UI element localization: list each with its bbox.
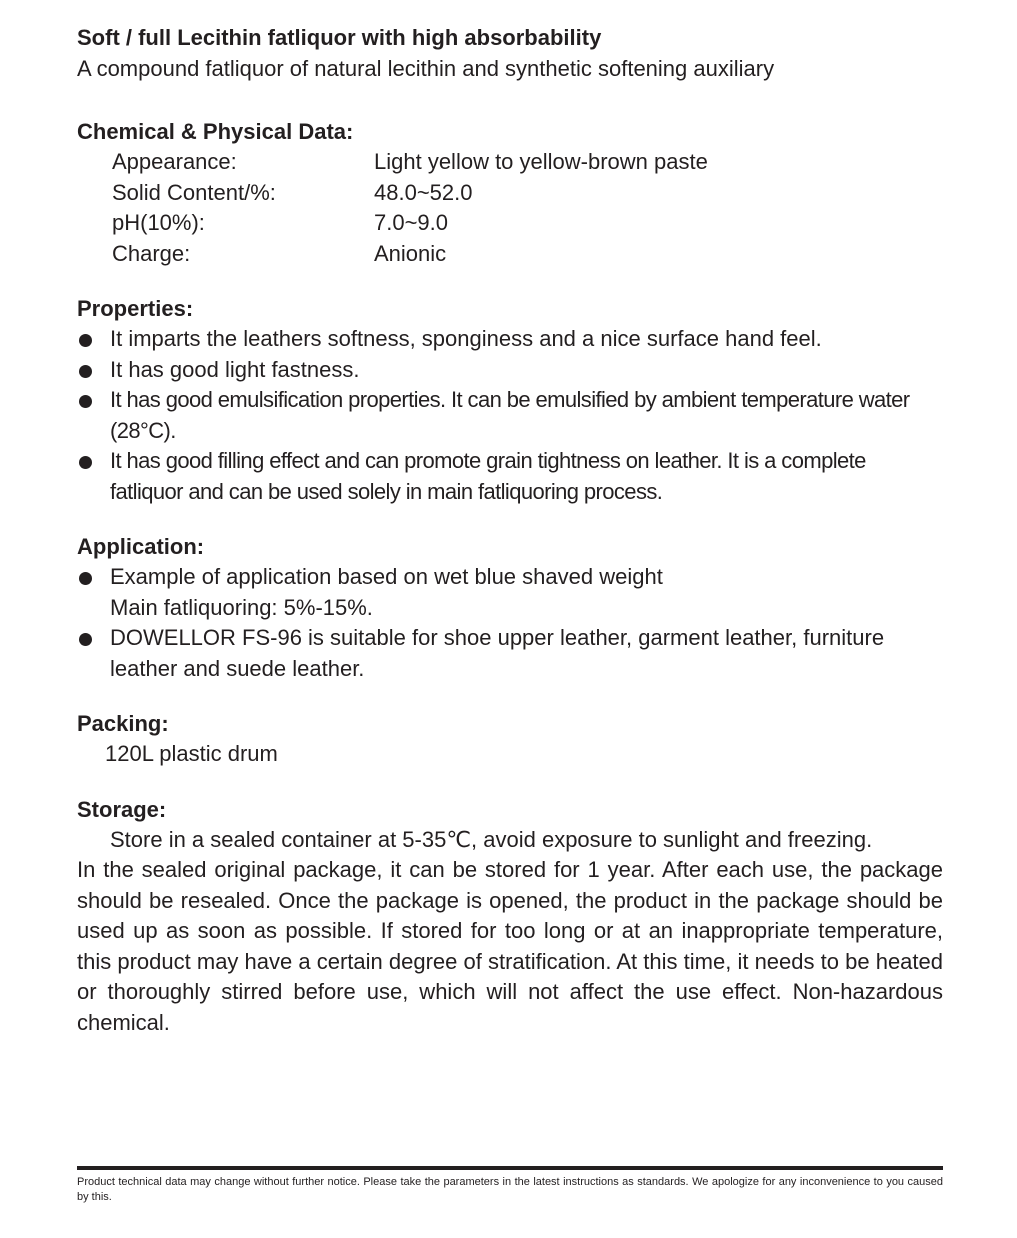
storage-first-line: Store in a sealed container at 5-35℃, avoid exposure to sunlight and freezing. bbox=[110, 826, 873, 852]
application-heading: Application: bbox=[77, 534, 205, 559]
chemical-data-table bbox=[112, 147, 943, 269]
document-title: Soft / full Lecithin fatliquor with high absorbability bbox=[77, 25, 602, 50]
list-item bbox=[77, 385, 943, 446]
application-dosage-text: Main fatliquoring: 5%-15%. bbox=[110, 594, 373, 620]
spec-row-charge bbox=[112, 239, 943, 270]
document-subtitle: A compound fatliquor of natural lecithin and synthetic softening auxiliary bbox=[77, 56, 775, 81]
spec-value: Anionic bbox=[374, 240, 447, 266]
spec-label: Solid Content/%: bbox=[112, 179, 276, 205]
spec-label: Charge: bbox=[112, 240, 191, 266]
bullet-icon bbox=[79, 365, 92, 378]
list-item-text: It has good light fastness. bbox=[110, 356, 360, 382]
list-item-text: It has good emulsification properties. It can be emulsified by ambient temperature water (28°C). bbox=[110, 387, 910, 443]
list-item bbox=[77, 324, 943, 355]
list-item bbox=[77, 446, 943, 507]
spec-row-appearance bbox=[112, 147, 943, 178]
storage-heading: Storage: bbox=[77, 796, 167, 822]
packing-text: 120L plastic drum bbox=[105, 741, 278, 766]
list-item bbox=[77, 562, 943, 623]
list-item bbox=[77, 623, 943, 684]
spec-value: 7.0~9.0 bbox=[374, 210, 449, 235]
footer-disclaimer: Product technical data may change without further notice. Please take the parameters in the latest instructions as standards. We apologize for any inconvenience to you caused by this. bbox=[77, 1166, 943, 1205]
spec-row-ph bbox=[112, 208, 943, 239]
list-item-text: It has good filling effect and can promote grain tightness on leather. It is a complete fatliquor and can be used solely in main fatliquoring process. bbox=[110, 448, 866, 504]
document-body bbox=[77, 22, 943, 1038]
list-item-text: It imparts the leathers softness, sponginess and a nice surface hand feel. bbox=[110, 326, 822, 351]
properties-list bbox=[77, 324, 943, 507]
spec-label: Appearance: bbox=[112, 149, 237, 174]
bullet-icon bbox=[79, 572, 92, 585]
list-item bbox=[77, 355, 943, 386]
list-item-text: DOWELLOR FS-96 is suitable for shoe upper leather, garment leather, furniture leather and suede leather. bbox=[110, 625, 885, 681]
spec-label: pH(10%): bbox=[112, 210, 205, 235]
spec-row-solid-content bbox=[112, 178, 943, 209]
chemical-data-heading: Chemical & Physical Data: bbox=[77, 119, 354, 144]
bullet-icon bbox=[79, 334, 92, 347]
application-example-text: Example of application based on wet blue shaved weight bbox=[110, 564, 663, 589]
packing-heading: Packing: bbox=[77, 711, 169, 736]
storage-paragraph: In the sealed original package, it can be stored for 1 year. After each use, the package should be resealed. Once the package is opened, the product in the package should be used up as soon as possible. If stored for too long or at an inappropriate temperature, this product may have a certain degree of stratification. At this time, it needs to be heated or thoroughly stirred before use, which will not affect the use effect. Non-hazardous chemical. bbox=[77, 857, 943, 1035]
properties-heading: Properties: bbox=[77, 296, 194, 321]
application-list bbox=[77, 562, 943, 684]
bullet-icon bbox=[79, 456, 92, 469]
bullet-icon bbox=[79, 395, 92, 408]
spec-value: 48.0~52.0 bbox=[374, 179, 473, 205]
spec-value: Light yellow to yellow-brown paste bbox=[374, 149, 708, 174]
bullet-icon bbox=[79, 633, 92, 646]
